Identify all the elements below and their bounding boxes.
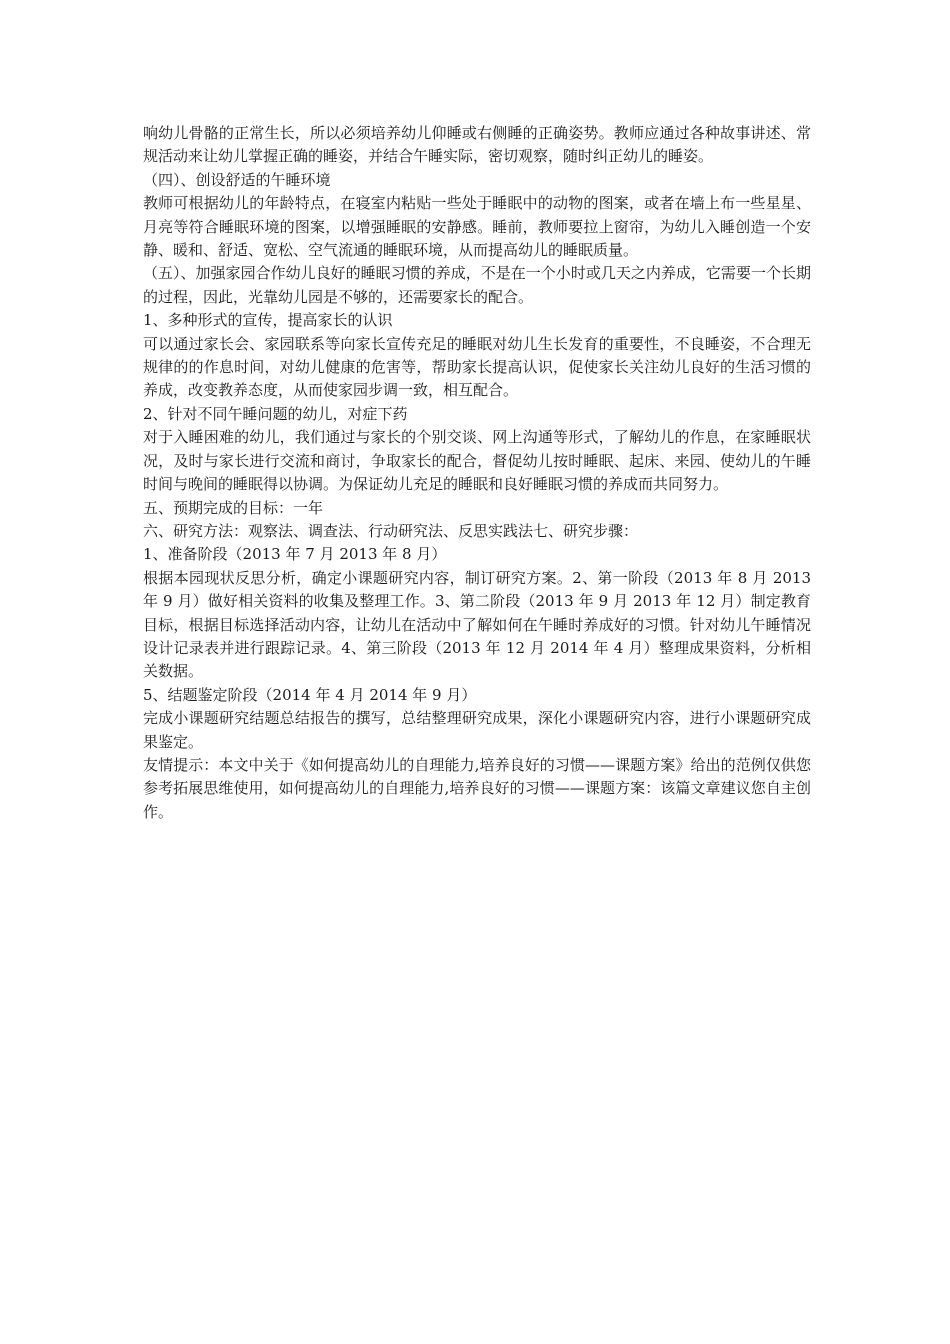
paragraph-conclusion: 完成小课题研究结题总结报告的撰写，总结整理研究成果，深化小课题研究内容，进行小课题研究成果鉴定。 (143, 709, 811, 751)
paragraph-sleep-posture: 响幼儿骨骼的正常生长，所以必须培养幼儿仰睡或右侧睡的正确姿势。教师应通过各种故事讲述、常规活动来让幼儿掌握正确的睡姿，并结合午睡实际，密切观察，随时纠正幼儿的睡姿。 (143, 124, 811, 166)
paragraph-research-stages: 根据本园现状反思分析，确定小课题研究内容，制订研究方案。2、第一阶段（2013 年 8 月 2013 年 9 月）做好相关资料的收集及整理工作。3、第二阶段（2013 年 9 月 2013 年 12 月）制定教育目标，根据目标选择活动内容，让幼儿在活动中了解如何在午睡时养成好的习惯。针对幼儿午睡情况设计记录表并进行跟踪记录。4、第三阶段（2013 年 12 月 2014 年 4 月）整理成果资料，分析相关数据。 (143, 568, 811, 681)
paragraph-targeted-help: 对于入睡困难的幼儿，我们通过与家长的个别交谈、网上沟通等形式，了解幼儿的作息，在家睡眠状况，及时与家长进行交流和商讨，争取家长的配合，督促幼儿按时睡眠、起床、来园、使幼儿的午睡时间与晚间的睡眠得以协调。为保证幼儿充足的睡眠和良好睡眠习惯的养成而共同努力。 (143, 428, 811, 494)
heading-prep-stage: 1、准备阶段（2013 年 7 月 2013 年 8 月） (143, 545, 447, 564)
paragraph-sleep-environment: 教师可根据幼儿的年龄特点，在寝室内粘贴一些处于睡眠中的动物的图案，或者在墙上布一些星星、月亮等符合睡眠环境的图案，以增强睡眠的安静感。睡前，教师要拉上窗帘，为幼儿入睡创造一个安静、暖和、舒适、宽松、空气流通的睡眠环境，从而提高幼儿的睡眠质量。 (143, 194, 811, 260)
heading-research-methods: 六、研究方法：观察法、调查法、行动研究法、反思实践法七、研究步骤： (143, 521, 639, 540)
heading-item-1: 1、多种形式的宣传，提高家长的认识 (143, 311, 393, 330)
paragraph-parent-awareness: 可以通过家长会、家园联系等向家长宣传充足的睡眠对幼儿生长发育的重要性，不良睡姿，不合理无规律的的作息时间，对幼儿健康的危害等，帮助家长提高认识，促使家长关注幼儿良好的生活习惯的养成，改变教养态度，从而使家园步调一致，相互配合。 (143, 334, 811, 400)
heading-conclusion-stage: 5、结题鉴定阶段（2014 年 4 月 2014 年 9 月） (143, 685, 477, 704)
heading-section-4: （四）、创设舒适的午睡环境 (143, 170, 331, 189)
document-body (143, 122, 811, 824)
paragraph-section-5: （五）、加强家园合作幼儿良好的睡眠习惯的养成，不是在一个小时或几天之内养成，它需要一个长期的过程，因此，光靠幼儿园是不够的，还需要家长的配合。 (143, 264, 811, 306)
heading-expected-goal: 五、预期完成的目标：一年 (143, 498, 324, 517)
heading-item-2: 2、针对不同午睡问题的幼儿，对症下药 (143, 404, 408, 423)
paragraph-friendly-tip: 友情提示：本文中关于《如何提高幼儿的自理能力,培养良好的习惯——课题方案》给出的范例仅供您参考拓展思维使用，如何提高幼儿的自理能力,培养良好的习惯——课题方案：该篇文章建议您自主创作。 (143, 755, 811, 821)
